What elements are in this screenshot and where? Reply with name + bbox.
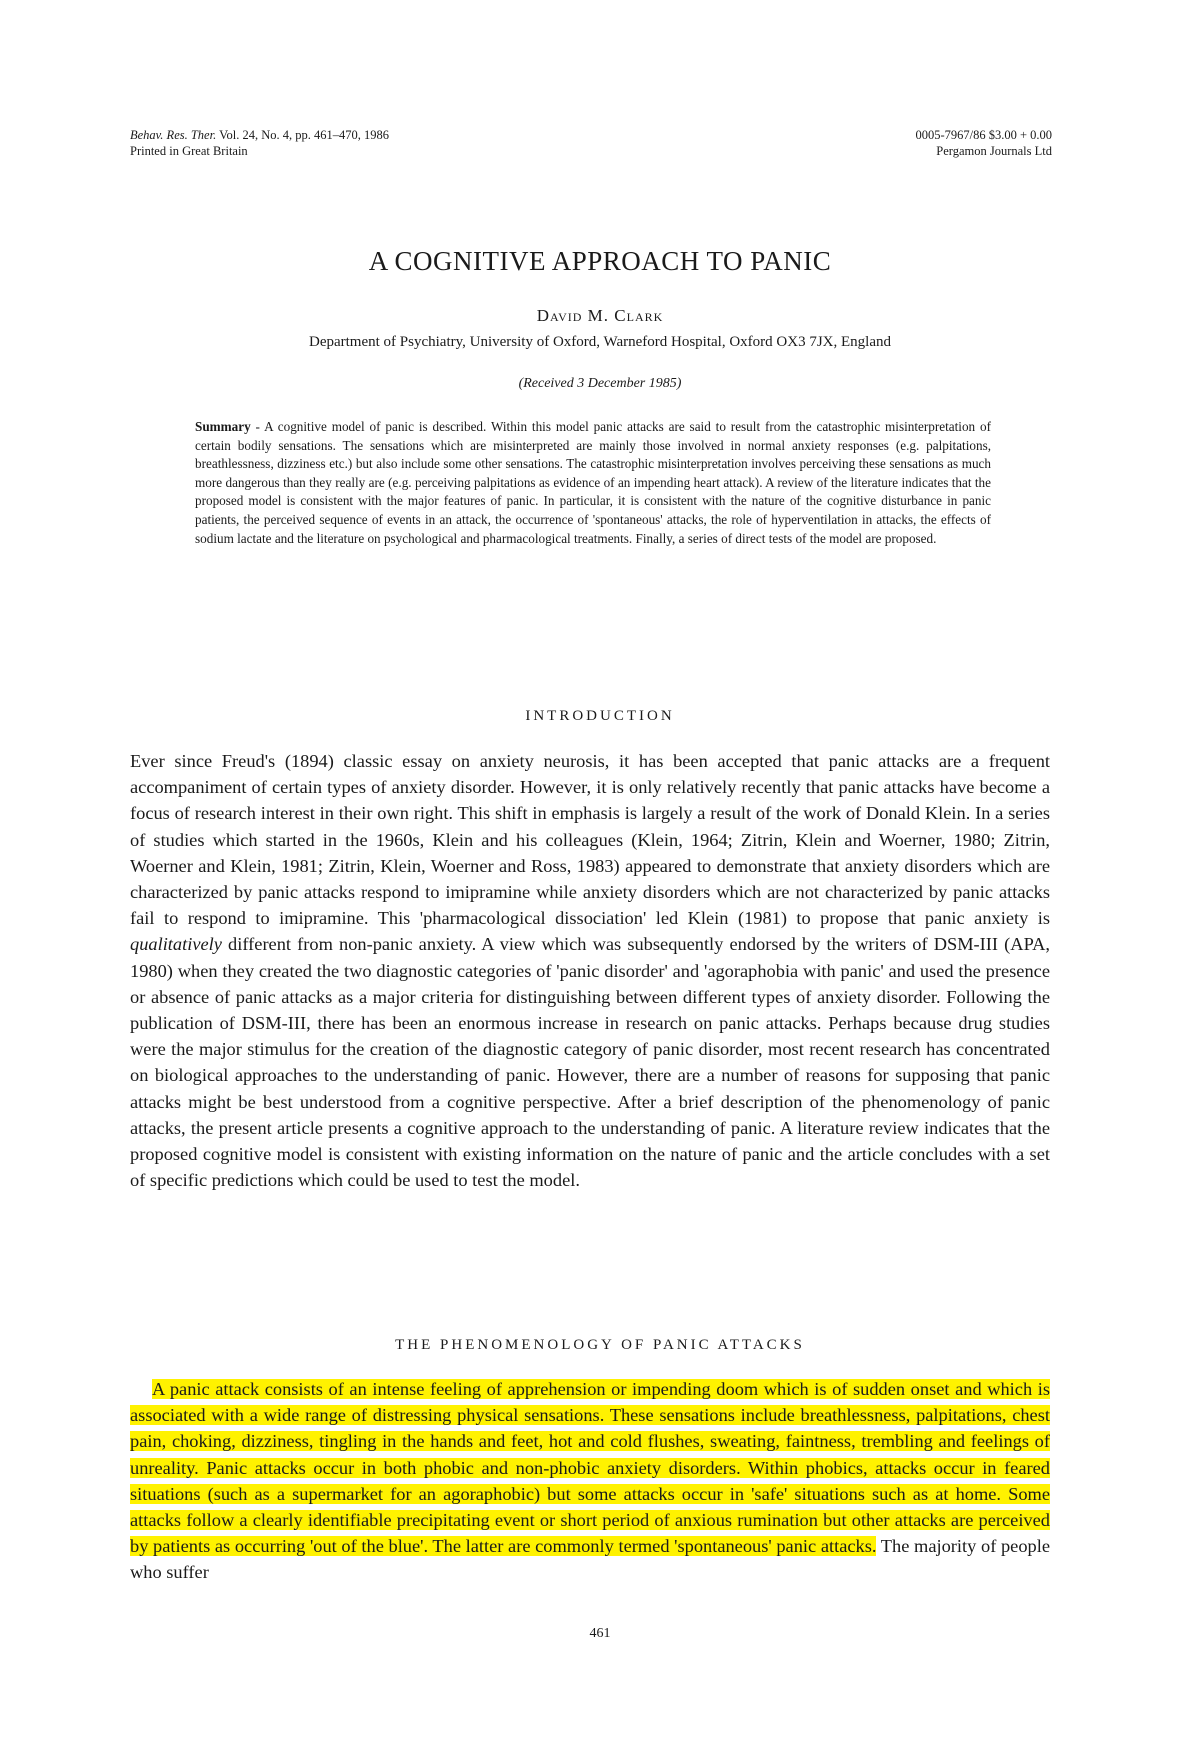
phenomenology-paragraph	[130, 1376, 1050, 1586]
summary-label: Summary	[195, 419, 251, 434]
phenomenology-heading: THE PHENOMENOLOGY OF PANIC ATTACKS	[395, 1337, 805, 1353]
unhighlighted-passage: The majority of people who suffer	[130, 1536, 1050, 1583]
price-code: 0005-7967/86 $3.00 + 0.00	[915, 128, 1052, 142]
introduction-paragraph	[130, 748, 1050, 1193]
summary-text: - A cognitive model of panic is described. Within this model panic attacks are said to result from the catastrophic misinterpretation of certain bodily sensations. The sensations which are misinterpreted are mainly those involved in normal anxiety responses (e.g. palpitations, breathlessness, dizziness etc.) but also include some other sensations. The catastrophic misinterpretation involves perceiving these sensations as much more dangerous than they really are (e.g. perceiving palpitations as evidence of an impending heart attack). A review of the literature indicates that the proposed model is consistent with the major features of panic. In particular, it is consistent with the nature of the cognitive disturbance in panic patients, the perceived sequence of events in an attack, the occurrence of 'spontaneous' attacks, the role of hyperventilation in attacks, the effects of sodium lactate and the literature on psychological and pharmacological treatments. Finally, a series of direct tests of the model are proposed.	[195, 419, 991, 546]
publisher-header	[915, 127, 1052, 159]
intro-text-italic: qualitatively	[130, 934, 222, 955]
article-summary	[195, 418, 991, 548]
printed-note: Printed in Great Britain	[130, 144, 248, 158]
author-affiliation: Department of Psychiatry, University of Oxford, Warneford Hospital, Oxford OX3 7JX, England	[308, 334, 891, 350]
introduction-heading: INTRODUCTION	[525, 708, 675, 724]
journal-citation-header	[130, 127, 389, 159]
highlighted-passage: A panic attack consists of an intense feeling of apprehension or impending doom which is of sudden onset and which is associated with a wide range of distressing physical sensations. These sensations include breathlessness, palpitations, chest pain, choking, dizziness, tingling in the hands and feet, hot and cold flushes, sweating, faintness, trembling and feelings of unreality. Panic attacks occur in both phobic and non-phobic anxiety disorders. Within phobics, attacks occur in feared situations (such as a supermarket for an agoraphobic) but some attacks occur in 'safe' situations such as at home. Some attacks follow a clearly identifiable precipitating event or short period of anxious rumination but other attacks are perceived by patients as occurring 'out of the blue'. The latter are commonly termed 'spontaneous' panic attacks.	[130, 1379, 1050, 1557]
received-date: (Received 3 December 1985)	[518, 376, 682, 391]
publisher-name: Pergamon Journals Ltd	[936, 144, 1052, 158]
intro-text-part2: different from non-panic anxiety. A view which was subsequently endorsed by the writers of DSM-III (APA, 1980) when they created the two diagnostic categories of 'panic disorder' and 'agoraphobia with panic' and used the presence or absence of panic attacks as a major criteria for distinguishing between different types of anxiety disorder. Following the publication of DSM-III, there has been an enormous increase in research on panic attacks. Perhaps because drug studies were the major stimulus for the creation of the diagnostic category of panic disorder, most recent research has concentrated on biological approaches to the understanding of panic. However, there are a number of reasons for supposing that panic attacks might be best understood from a cognitive perspective. After a brief description of the phenomenology of panic attacks, the present article presents a cognitive approach to the understanding of panic. A literature review indicates that the proposed cognitive model is consistent with existing information on the nature of panic and the article concludes with a set of specific predictions which could be used to test the model.	[130, 934, 1050, 1191]
page-number: 461	[589, 1626, 611, 1641]
article-author: David M. Clark	[536, 306, 664, 325]
journal-abbrev: Behav. Res. Ther.	[130, 128, 217, 142]
journal-citation: Vol. 24, No. 4, pp. 461–470, 1986	[219, 128, 390, 142]
intro-text-part1: Ever since Freud's (1894) classic essay on anxiety neurosis, it has been accepted that panic attacks are a frequent accompaniment of certain types of anxiety disorder. However, it is only relatively recently that panic attacks have become a focus of research interest in their own right. This shift in emphasis is largely a result of the work of Donald Klein. In a series of studies which started in the 1960s, Klein and his colleagues (Klein, 1964; Zitrin, Klein and Woerner, 1980; Zitrin, Woerner and Klein, 1981; Zitrin, Klein, Woerner and Ross, 1983) appeared to demonstrate that anxiety disorders which are characterized by panic attacks respond to imipramine while anxiety disorders which are not characterized by panic attacks fail to respond to imipramine. This 'pharmacological dissociation' led Klein (1981) to propose that panic anxiety is	[130, 751, 1050, 929]
article-title: A COGNITIVE APPROACH TO PANIC	[368, 246, 832, 276]
